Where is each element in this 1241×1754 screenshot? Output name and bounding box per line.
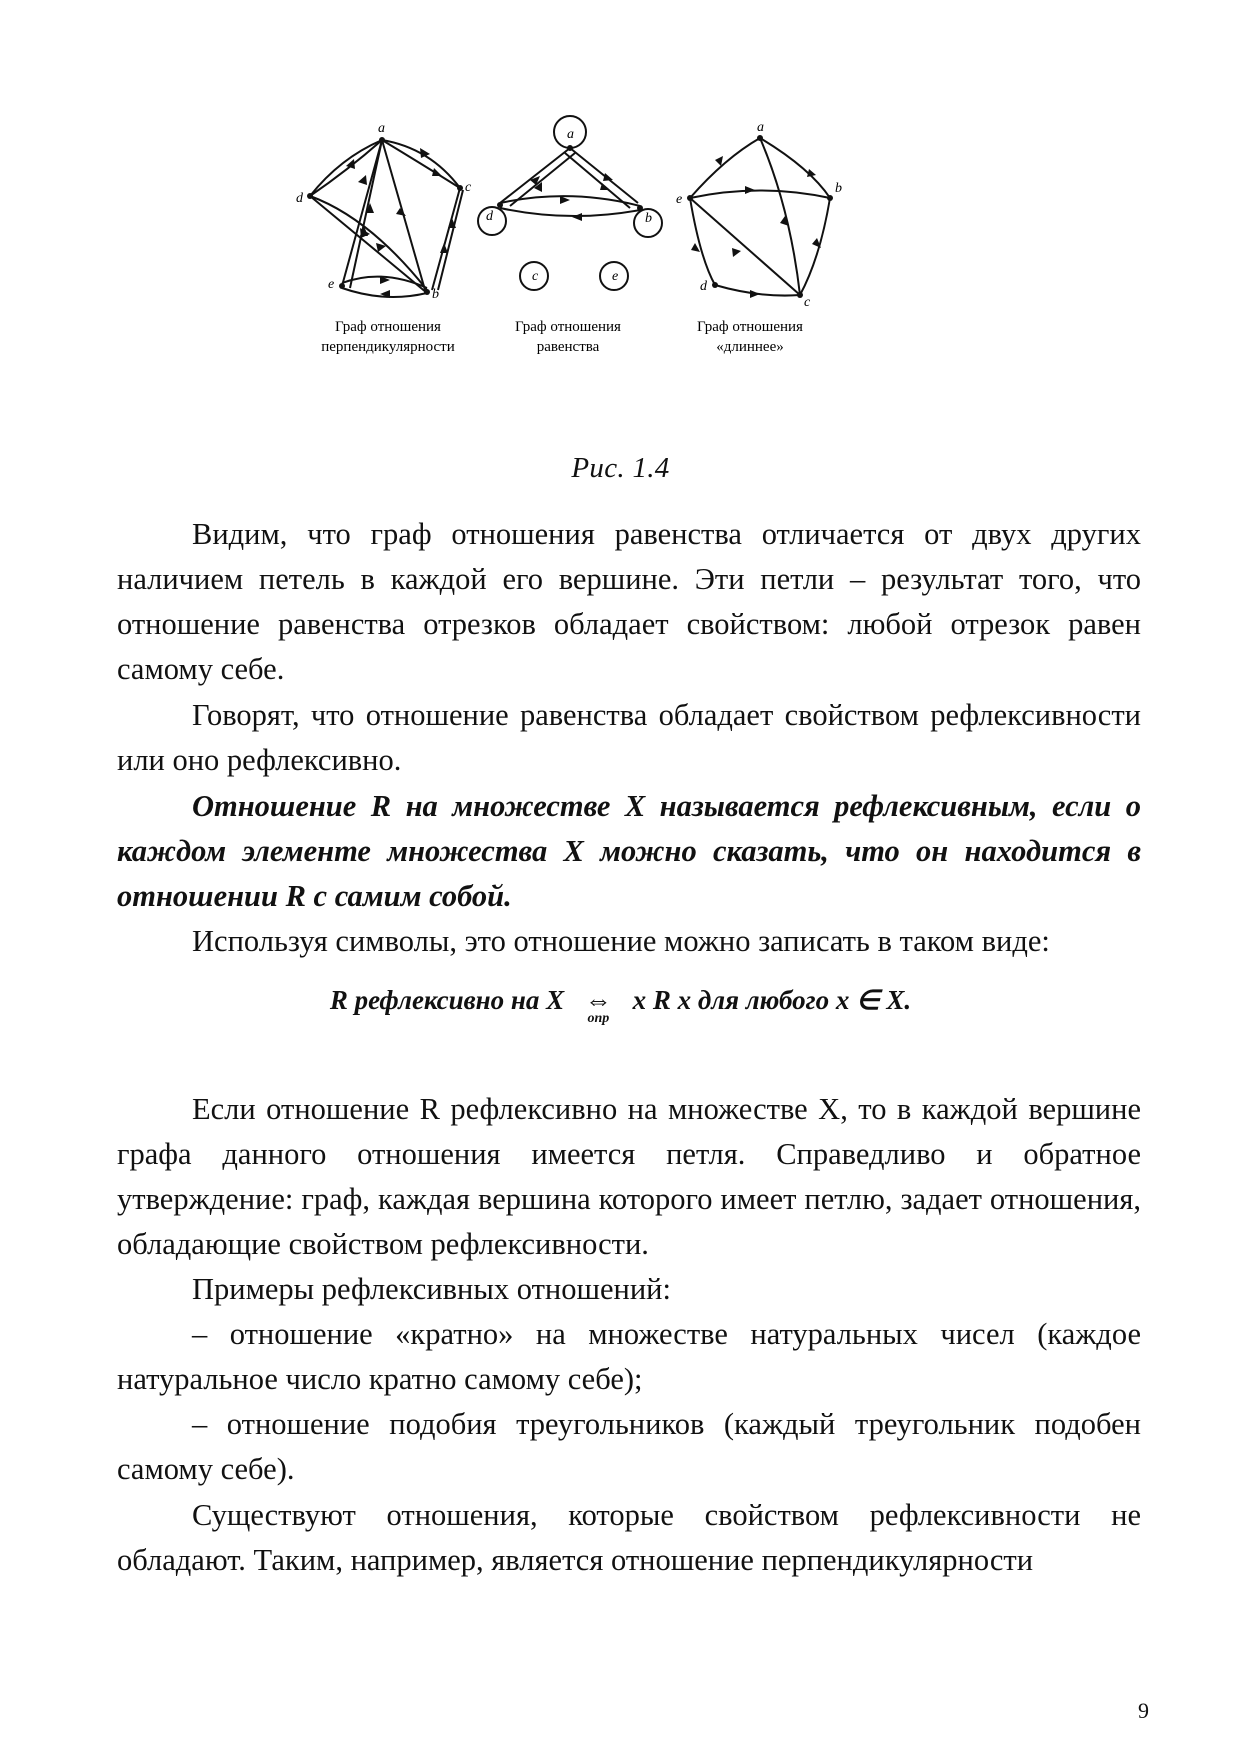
page-number: 9 <box>1138 1698 1149 1723</box>
g1-vertex-e: e <box>328 277 335 292</box>
graph-longer <box>690 138 830 296</box>
formula-right: x R x для любого x ∈ X. <box>632 985 912 1015</box>
paragraph-1: Видим, что граф отношения равенства отличается от двух других наличием петель в каждой его вершине. Эти петли – результат того, что отношение равенства отрезков обладает свойством: любой отрезок равен самому себе. <box>117 517 1141 686</box>
g2-vertex-e: e <box>612 269 619 284</box>
g3-caption-line1: Граф отношения <box>697 319 803 335</box>
formula-left: R рефлексивно на X <box>329 985 565 1015</box>
g3-vertex-a: a <box>757 120 764 135</box>
graph-perpendicularity <box>310 140 463 297</box>
g3-vertex-d: d <box>700 279 707 294</box>
g3-vertex-e: e <box>676 192 683 207</box>
example-multiple: – отношение «кратно» на множестве натуральных чисел (каждое натуральное число кратно самому себе); <box>117 1317 1141 1396</box>
paragraph-2: Говорят, что отношение равенства обладает свойством рефлексивности или оно рефлексивно. <box>117 698 1141 777</box>
definition-reflexive: Отношение R на множестве X называется рефлексивным, если о каждом элементе множества X можно сказать, что он находится в отношении R с самим собой. <box>117 789 1141 913</box>
body-text-lower <box>117 1087 1141 1583</box>
g1-vertex-b: b <box>432 287 439 302</box>
g1-vertex-a: a <box>378 121 385 136</box>
g1-vertex-c: c <box>465 180 472 195</box>
paragraph-3: Если отношение R рефлексивно на множестве X, то в каждой вершине графа данного отношения имеется петля. Справедливо и обратное утверждение: граф, каждая вершина которого имеет петлю, задает отношения, обладающие свойством рефлексивности. <box>117 1092 1141 1261</box>
g2-caption-line2: равенства <box>536 339 600 355</box>
reflexivity-formula <box>0 985 1241 1026</box>
iff-arrow: ⇔ <box>584 985 612 1015</box>
iff-subscript: опр <box>587 1011 610 1026</box>
g3-vertex-b: b <box>835 181 842 196</box>
relation-graphs-figure <box>296 118 930 403</box>
iff-symbol <box>584 985 612 1026</box>
g1-caption-line2: перпендикулярности <box>321 339 455 355</box>
paragraph-examples-intro: Примеры рефлексивных отношений: <box>192 1272 671 1306</box>
g2-caption-line1: Граф отношения <box>515 319 621 335</box>
graph-equality <box>478 116 662 290</box>
graphs-svg <box>296 118 930 403</box>
g1-vertex-d: d <box>296 191 303 206</box>
body-text-upper <box>117 512 1141 964</box>
g2-vertex-a: a <box>567 127 574 142</box>
example-similarity: – отношение подобия треугольников (каждый треугольник подобен самому себе). <box>117 1407 1141 1486</box>
g2-vertex-b: b <box>645 211 652 226</box>
figure-caption: Рис. 1.4 <box>571 452 670 484</box>
paragraph-symbols-intro: Используя символы, это отношение можно записать в таком виде: <box>192 924 1050 958</box>
g1-caption-line1: Граф отношения <box>335 319 441 335</box>
g3-vertex-c: c <box>804 295 811 310</box>
g2-vertex-d: d <box>486 209 493 224</box>
g3-caption-line2: «длиннее» <box>716 339 784 355</box>
paragraph-non-reflexive: Существуют отношения, которые свойством рефлексивности не обладают. Таким, например, является отношение перпендикулярности <box>117 1498 1141 1577</box>
g2-vertex-c: c <box>532 269 539 284</box>
